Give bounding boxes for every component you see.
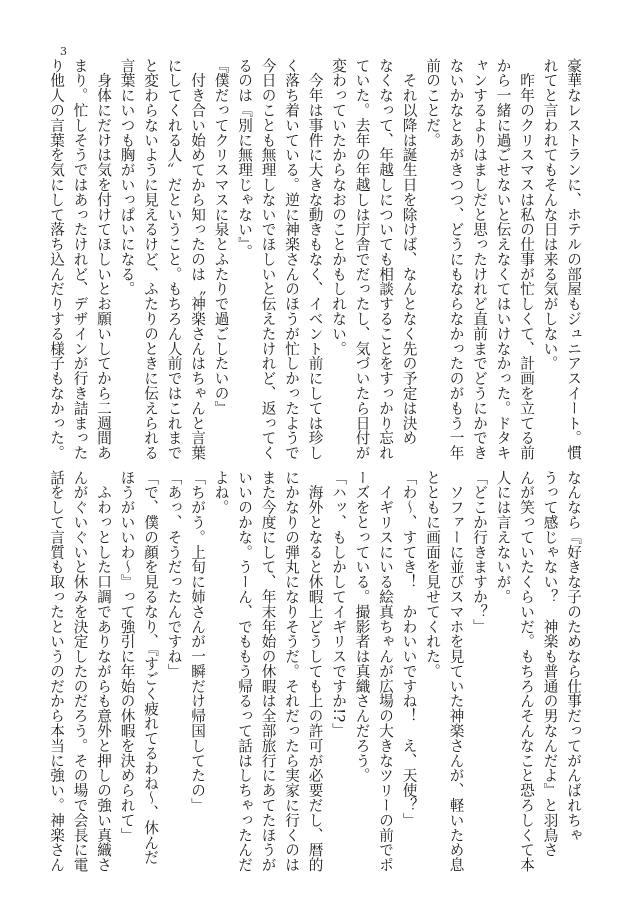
text-line: にしてくれる人〟だということ。もちろん人前ではこれまで [165, 58, 183, 461]
text-line: 今日のことも無理しないでほしいと伝えたけれど、返ってく [259, 58, 277, 461]
text-line: とともに画面を見せてくれた。 [424, 470, 441, 679]
text-line: ーズをとっている。撮影者は真織さんだろう。 [353, 470, 371, 783]
text-line: れてと言われてもそんな日は来る気がしない。 [541, 58, 559, 371]
text-line: ないかなとあがきつつ、どうにもならなかったのがもう一年 [447, 58, 465, 461]
text-line: それ以降は誕生日を除けば、なんとなく先の予定は決め [400, 58, 418, 446]
text-line: 身体にだけは気を付けてほしいとお願いしてから二週間あ [95, 58, 112, 461]
text-line: 言葉にいつも胸がいっぱいになる。 [118, 58, 136, 297]
text-line: まり。忙しそうではあったけれど、デザインが行き詰まった [71, 58, 89, 461]
text-line: また今度にして、年末年始の休暇は全部旅行にあてたほうが [259, 470, 277, 873]
text-line: ほうがいいわ～』って強引に年始の休暇を決められて」 [118, 470, 136, 843]
text-line: にかなりの弾丸になりそうだ。それだったら実家に行くのは [283, 470, 300, 873]
text-line: 「あっ、そうだったんですね」 [165, 470, 183, 679]
text-line: から一緒に過ごせないと伝えなくてはいけなかった。ドタキ [494, 58, 512, 461]
text-line: 「わ～、すてき！ かわいいですね！ え、天使？」 [400, 470, 418, 828]
text-line: なくなって、年越しについても相談することをすっかり忘れ [377, 58, 394, 461]
text-line: るのは『別に無理じゃない』。 [236, 58, 253, 260]
lower-text-block [48, 470, 585, 873]
text-line: 「で、僕の顔を見るなり、『すごく疲れてるわね～、休んだ [142, 470, 159, 865]
text-line: ャンするよりはましだと思ったけれど直前までどうにかでき [471, 58, 488, 461]
text-line: ていた。去年の年越しは庁舎でだったし、気づいたら日付が [353, 58, 371, 461]
page-number: 3 [60, 45, 67, 58]
text-line: と変わらないように見えるけど、ふたりのときに伝えられる [142, 58, 159, 461]
text-line: 付き合い始めてから知ったのは〝神楽さんはちゃんと言葉 [189, 58, 206, 461]
text-line: 豪華なレストランに、ホテルの部屋もジュニアスイート。慣 [565, 58, 582, 461]
text-line: 今年は事件に大きな動きもなく、イベント前にしては珍し [306, 58, 324, 461]
text-line: んが笑っていたくらいだ。もちろんそんなこと恐ろしくて本 [518, 470, 535, 873]
text-line: 話をして言質も取ったというのだから本当に強い。神楽さん [48, 470, 65, 873]
text-line: 前のことだ。 [424, 58, 441, 148]
text-line: 「ハッ、もしかしてイギリスですか!?」 [330, 470, 347, 738]
text-line: 海外となると休暇上どうしても上の許可が必要だし、暦的 [306, 470, 324, 873]
text-line: ふわっとした口調でありながらも意外と押しの強い真織さ [95, 470, 112, 873]
text-line: よね。 [212, 470, 230, 515]
text-line: 人には言えないが。 [494, 470, 512, 605]
text-line: 昨年のクリスマスは私の仕事が忙しくて、計画を立てる前 [518, 58, 535, 461]
text-line: り他人の言葉を気にして落ち込んだりする様子もなかった。 [48, 58, 65, 461]
text-line: 変わっていたからなおのことかもしれない。 [330, 58, 347, 356]
text-line: なんなら『好きな子のためなら仕事だってがんばれちゃ [565, 470, 582, 843]
text-line: く落ち着いている。逆に神楽さんのほうが忙しかったようで [283, 58, 300, 461]
text-line: ソファーに並びスマホを見ていた神楽さんが、軽いため息 [447, 470, 465, 873]
text-line: いいのかな。うーん、でももう帰るって話はしちゃったんだ [236, 470, 253, 873]
text-line: 「ちがう。上旬に姉さんが一瞬だけ帰国してたの」 [189, 470, 206, 813]
text-line: 『僕だってクリスマスに泉とふたりで過ごしたいの』 [212, 58, 230, 416]
text-line: うって感じゃない？ 神楽も普通の男なんだよ』と羽鳥さ [541, 470, 559, 858]
text-line: イギリスにいる絵真ちゃんが広場の大きなツリーの前でポ [377, 470, 394, 873]
text-line: 「どこか行きますか？」 [471, 470, 488, 634]
upper-text-block [48, 58, 585, 461]
text-line: んがぐいぐいと休みを決定したのだろう。その場で会長に電 [71, 470, 89, 873]
